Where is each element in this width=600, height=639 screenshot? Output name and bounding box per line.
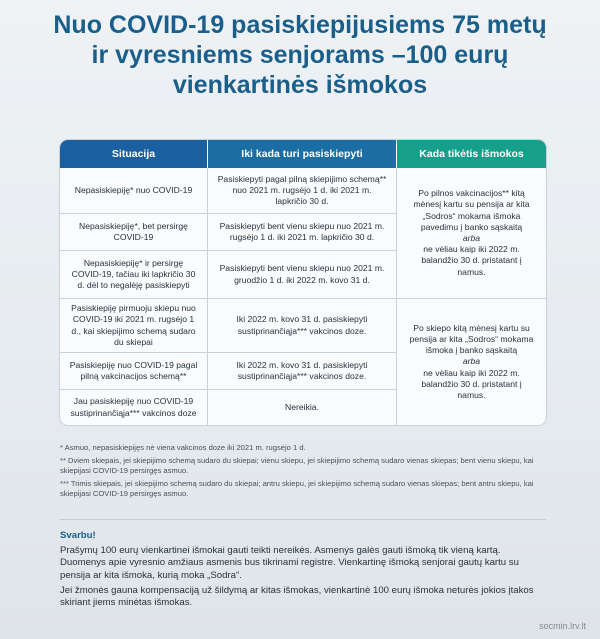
source-watermark: socmin.lrv.lt xyxy=(539,621,586,631)
payout-text: Po skiepo kitą mėnesį kartu su pensija ar kita „Sodros“ mokama išmoka į banko sąskaitą xyxy=(409,322,534,356)
footnote: *** Trimis skiepais, jei skiepijimo schemą sudaro du skiepai; antru skiepu, jei skiepijimo schemą sudaro vienas skiepas; bent antru skiepu, kai skiepijasi COVID-19 persirgęs asmuo. xyxy=(60,479,534,498)
payout-column xyxy=(396,168,546,425)
deadline-cell: Pasiskiepyti bent vienu skiepu nuo 2021 m. rugsėjo 1 d. iki 2021 m. lapkričio 30 d. xyxy=(208,213,396,250)
situation-cell: Pasiskiepiję pirmuoju skiepu nuo COVID-19 iki 2021 m. rugsėjo 1 d., kai skiepijimo schemą sudaro du skiepai xyxy=(60,298,207,352)
important-paragraph: Jei žmonės gauna kompensaciją už šildymą ar kitas išmokas, vienkartinė 100 eurų išmoka neturės jokios įtakos skiriant jiems minėtas išmokas. xyxy=(60,584,534,609)
header-deadline: Iki kada turi pasiskiepyti xyxy=(207,140,396,168)
payout-text: ne vėliau kaip iki 2022 m. balandžio 30 d. pristatant į namus. xyxy=(421,244,522,277)
situation-column xyxy=(60,168,207,425)
footnote: * Asmuo, nepasiskiepijęs nė viena vakcinos doze iki 2021 m. rugsėjo 1 d. xyxy=(60,443,306,452)
important-notice xyxy=(60,530,546,612)
header-situation: Situacija xyxy=(60,140,207,168)
important-heading: Svarbu! xyxy=(60,530,96,541)
table-body xyxy=(60,168,546,425)
payout-or-label: arba xyxy=(462,233,481,243)
header-payout: Kada tikėtis išmokos xyxy=(396,140,546,168)
situation-cell: Nepasiskiepiję* ir persirgę COVID-19, tačiau iki lapkričio 30 d. dėl to negalėję pasiskiepyti xyxy=(60,250,207,298)
payout-cell-group-1 xyxy=(397,168,546,298)
title-line-2: ir vyresniems senjorams –100 eurų xyxy=(91,41,509,69)
section-divider xyxy=(60,519,546,520)
deadline-cell: Pasiskiepyti bent vienu skiepu nuo 2021 m. gruodžio 1 d. iki 2022 m. kovo 31 d. xyxy=(208,250,396,298)
footnotes xyxy=(60,443,546,502)
table-header xyxy=(60,140,546,168)
deadline-cell: Iki 2022 m. kovo 31 d. pasiskiepyti sustiprinančiąja*** vakcinos doze. xyxy=(208,298,396,352)
title-line-3: vienkartinės išmokos xyxy=(172,71,428,99)
deadline-column xyxy=(207,168,396,425)
situation-cell: Nepasiskiepiję*, bet persirgę COVID-19 xyxy=(60,213,207,250)
footnote: ** Dviem skiepais, jei skiepijimo schemą sudaro du skiepai; vienu skiepu, jei skiepijimo schemą sudaro vienas skiepas; bent vienu skiepu, kai skiepijasi COVID-19 persirgęs asmuo. xyxy=(60,456,534,475)
situation-cell: Jau pasiskiepiję nuo COVID-19 sustiprinančiąja*** vakcinos doze xyxy=(60,389,207,425)
situation-cell: Nepasiskiepiję* nuo COVID-19 xyxy=(74,184,193,195)
vaccination-payout-table xyxy=(60,140,546,425)
payout-cell-group-2 xyxy=(397,298,546,425)
page-title xyxy=(0,0,600,110)
deadline-cell: Pasiskiepyti pagal pilną skiepijimo schemą** nuo 2021 m. rugsėjo 1 d. iki 2021 m. lapkričio 30 d. xyxy=(217,173,387,207)
deadline-cell: Nereikia. xyxy=(208,389,396,425)
title-line-1: Nuo COVID-19 pasiskiepijusiems 75 metų xyxy=(53,11,547,39)
payout-text: ne vėliau kaip iki 2022 m. balandžio 30 d. pristatant į namus. xyxy=(421,367,522,400)
payout-or-label: arba xyxy=(462,356,481,367)
situation-cell: Pasiskiepiję nuo COVID-19 pagal pilną vakcinacijos schemą** xyxy=(60,352,207,389)
deadline-cell: Iki 2022 m. kovo 31 d. pasiskiepyti sustiprinančiąja*** vakcinos doze. xyxy=(208,352,396,389)
important-paragraph: Prašymų 100 eurų vienkartinei išmokai gauti teikti nereikės. Asmenys galės gauti išmoką tik vieną kartą. Duomenys apie vyresnio amžiaus asmenis bus tikrinami registre. Vienkartinę išmoką senjorai gautų kartu su pensija ar kita išmoka, kurią moka „Sodra“. xyxy=(60,545,519,581)
payout-text: Po pilnos vakcinacijos** kitą mėnesį kartu su pensija ar kita „Sodros“ mokama išmoka pavedimu į banko sąskaitą xyxy=(413,188,530,232)
